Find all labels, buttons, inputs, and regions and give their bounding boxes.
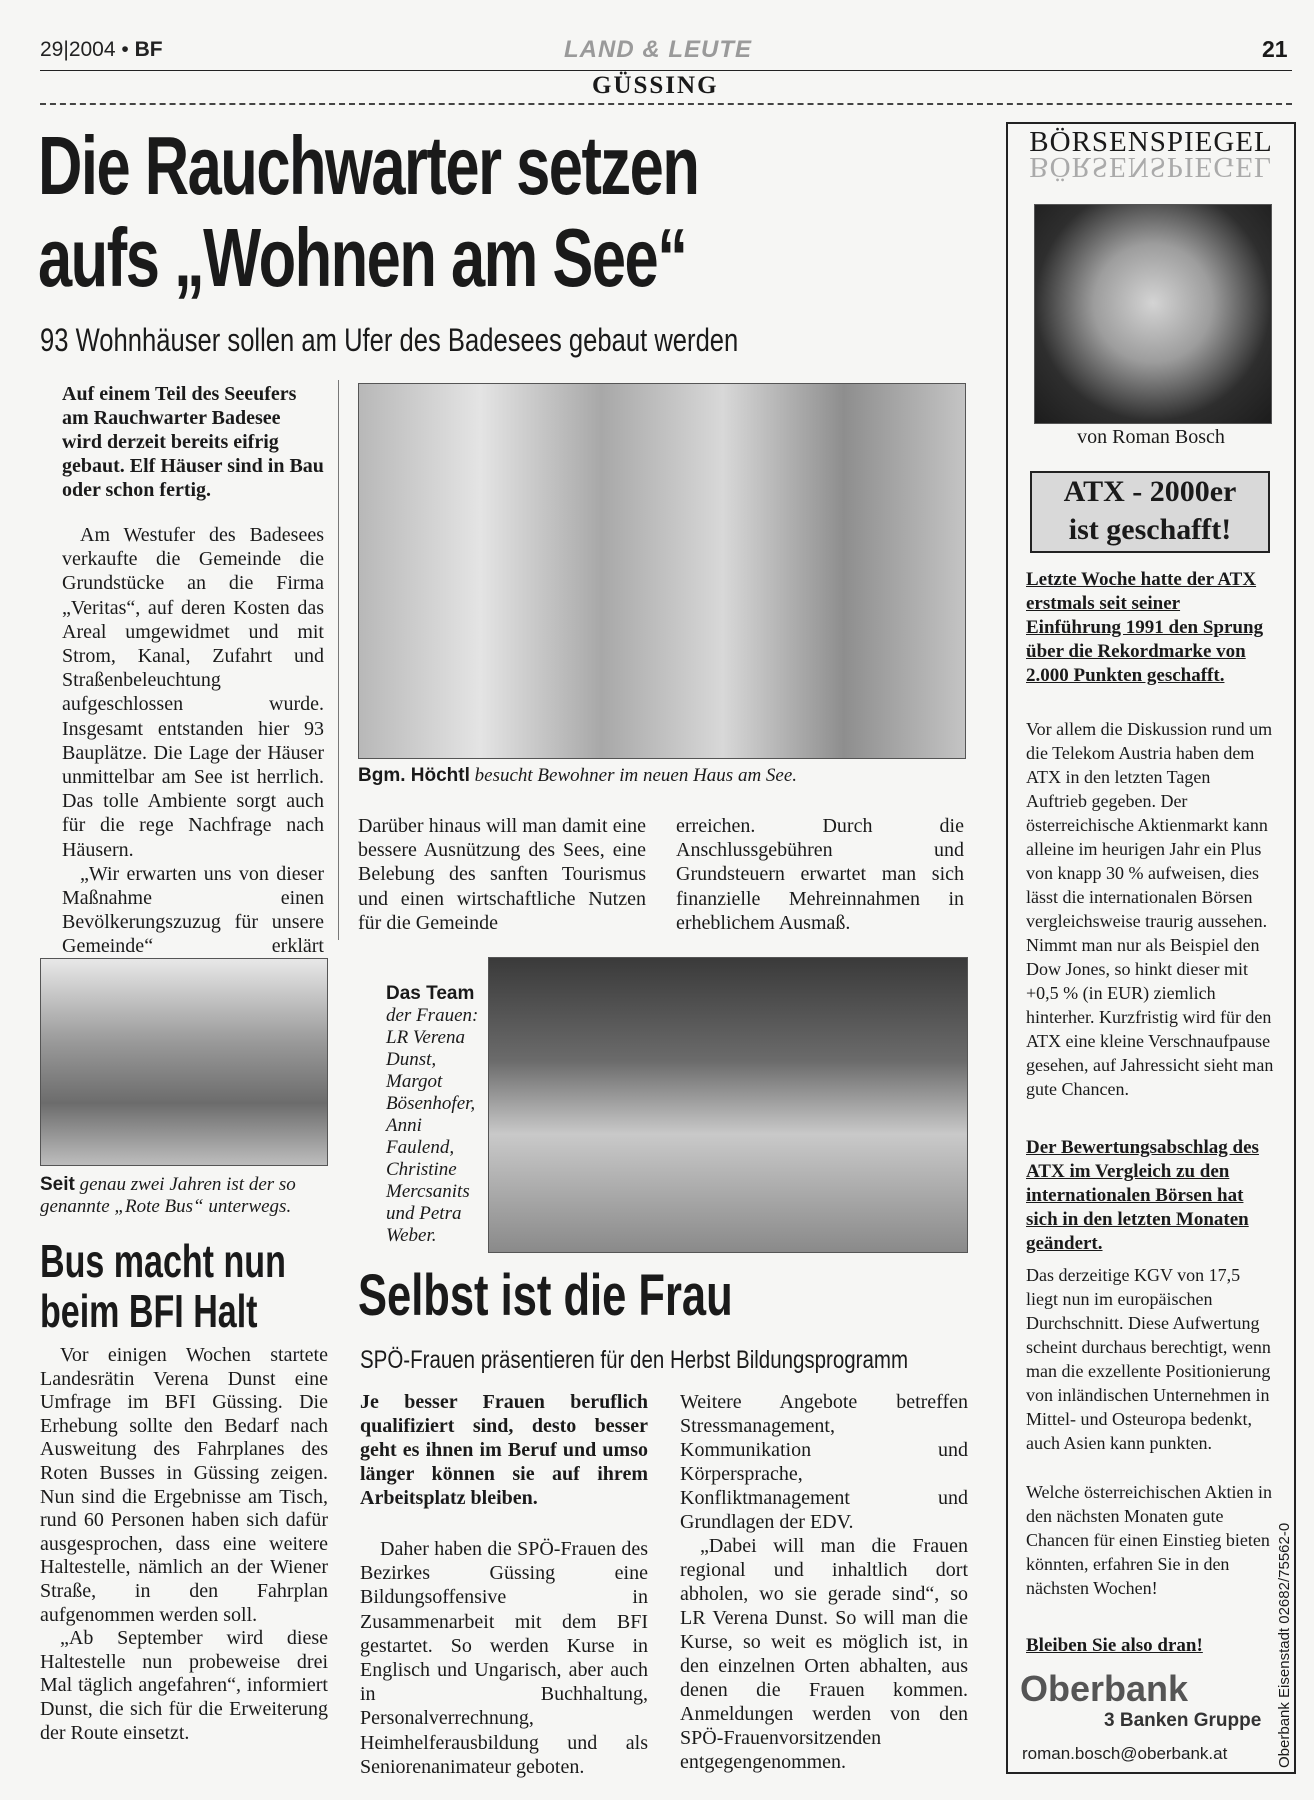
- house-photo: [358, 383, 966, 759]
- main-headline-line1: Die Rauchwarter setzen: [38, 119, 699, 212]
- sidebar-text3: Welche österreichischen Aktien in den nächsten Monaten gute Chancen für einen Einstieg bieten könnten, erfahren Sie in den nächsten Wochen!: [1026, 1482, 1272, 1598]
- women-body-col2-p1: Weitere Angebote betreffen Stressmanagement, Kommunikation und Körpersprache, Konfliktmanagement und Grundlagen der EDV.: [680, 1391, 968, 1533]
- main-body-col1-p1: Am Westufer des Badesees verkaufte die Gemeinde die Grundstücke an die Firma „Veritas“, auf deren Kosten das Areal umgewidmet und mit Strom, Kanal, Zufahrt und Straßenbeleuchtung aufgeschlossen wurde. Insgesamt entstanden hier 93 Bauplätze. Die Lage der Häuser unmittelbar am See ist herrlich. Das tolle Ambiente sorgt auch für die rege Nachfrage nach Häusern.: [62, 524, 324, 861]
- main-headline: [38, 120, 930, 304]
- issue-number: 29|2004 •: [40, 38, 129, 61]
- bus-body-p2: „Ab September wird diese Haltestelle nun probeweise drei Mal täglich angefahren“, informiert Dunst, die sich für die Erweiterung der Route einsetzt.: [40, 1627, 328, 1744]
- caption-bold: Bgm. Höchtl: [358, 765, 470, 786]
- bus-headline-line1: Bus macht nun: [40, 1235, 286, 1287]
- oberbank-logo: Oberbank: [1020, 1668, 1189, 1709]
- main-body-col1-p2: „Wir erwarten uns von dieser Maßnahme einen Bevölkerungszuzug für unsere Gemeinde“ erklärt: [62, 862, 324, 958]
- main-body-col1: [62, 523, 324, 983]
- issue-date: [40, 38, 163, 62]
- bus-body-p1: Vor einigen Wochen startete Landesrätin Verena Dunst eine Umfrage im BFI Güssing. Die Erhebung sollte den Bedarf nach Ausweitung des Fahrplanes des Roten Busses in Güssing zeigen. Nun sind die Ergebnisse am Tisch, rund 60 Personen haben sich dafür ausgesprochen, dass eine weitere Haltestelle, nämlich an der Wiener Straße, in den Fahrplan aufgenommen werden soll.: [40, 1344, 328, 1626]
- vertical-bank-text: Oberbank Eisenstadt 02682/75562-0: [1276, 1522, 1293, 1768]
- section-title: LAND & LEUTE: [564, 36, 752, 63]
- bank-group-label: 3 Banken Gruppe: [1104, 1710, 1262, 1731]
- main-body-col2: Darüber hinaus will man damit eine bessere Ausnützung des Sees, eine Belebung des sanften Tourismus und einen wirtschaftliche Nutzen für die Gemeinde: [358, 815, 646, 934]
- women-body-col1: Daher haben die SPÖ-Frauen des Bezirkes Güssing eine Bildungsoffensive in Zusammenarbeit mit dem BFI gestartet. So werden Kurse in Englisch und Ungarisch, aber auch in Buchhaltung, Personalverrechnung, Heimhelferausbildung und als Seniorenanimateur geboten.: [360, 1538, 648, 1778]
- bus-caption-italic: genau zwei Jahren ist der so genannte „Rote Bus“ unterwegs.: [40, 1174, 296, 1217]
- main-headline-line2: aufs „Wohnen am See“: [38, 211, 687, 304]
- sidebar-heading1: Letzte Woche hatte der ATX erstmals seit seiner Einführung 1991 den Sprung über die Rekordmarke von 2.000 Punkten geschafft.: [1026, 569, 1264, 686]
- author-byline: von Roman Bosch: [1077, 426, 1225, 448]
- caption-italic: besucht Bewohner im neuen Haus am See.: [474, 765, 798, 786]
- women-team-photo: [488, 957, 968, 1253]
- women-body-col2-p2: „Dabei will man die Frauen regional und inhaltlich dort abholen, wo sie gerade sind“, so LR Verena Dunst. So will man die Kurse, so weit es möglich ist, in den einzelnen Orten abhalten, aus denen die Frauen kommen. Anmeldungen werden von den SPÖ-Frauenvorsitzenden entgegengenommen.: [680, 1535, 968, 1773]
- main-lead: Auf einem Teil des Seeufers am Rauchwarter Badesee wird derzeit bereits eifrig gebaut. Elf Häuser sind in Bau oder schon fertig.: [62, 383, 324, 501]
- col-divider: [338, 380, 339, 940]
- atx-box-line2: ist geschafft!: [1068, 513, 1232, 546]
- sidebar-text2: Das derzeitige KGV von 17,5 liegt nun im europäischen Durchschnitt. Diese Aufwertung scheint durchaus berechtigt, wenn man die exzellente Positionierung von inländischen Unternehmen in Mittel- und Osteuropa bedenkt, auch Asien kann punkten.: [1026, 1265, 1271, 1453]
- atx-box: [1030, 471, 1270, 553]
- atx-box-line1: ATX - 2000er: [1063, 475, 1237, 508]
- page-number: 21: [1262, 36, 1288, 62]
- sidebar-closing: Bleiben Sie also dran!: [1026, 1635, 1203, 1656]
- women-caption-bold: Das Team: [386, 983, 475, 1004]
- women-subheadline: SPÖ-Frauen präsentieren für den Herbst Bildungsprogramm: [360, 1346, 909, 1374]
- house-photo-caption: [358, 765, 964, 787]
- women-photo-caption: [386, 983, 484, 1247]
- sidebar-text1: Vor allem die Diskussion rund um die Telekom Austria haben dem ATX in den letzten Tagen Auftrieb gegeben. Der österreichische Aktienmarkt kann alleine im heurigen Jahr ein Plus von knapp 30 % aufweisen, dies lässt die internationalen Börsen vergleichsweise traurig aussehen. Nimmt man nur als Beispiel den Dow Jones, so hinkt dieser mit +0,5 % (in EUR) ziemlich hinterher. Kurzfristig wird für den ATX eine kleine Verschnaufpause gesehen, auf Jahressicht sieht man gute Chancen.: [1026, 719, 1274, 1099]
- bus-headline: [40, 1236, 372, 1336]
- publication-name: BF: [134, 38, 163, 61]
- bus-photo-caption: [40, 1174, 326, 1218]
- main-body-col3: erreichen. Durch die Anschlussgebühren und Grundsteuern erwartet man sich finanzielle Mehreinnahmen in erheblichem Ausmaß.: [676, 815, 964, 934]
- bus-caption-bold: Seit: [40, 1174, 75, 1195]
- bus-headline-line2: beim BFI Halt: [40, 1285, 258, 1337]
- bus-photo: [40, 958, 328, 1166]
- bus-body: [40, 1344, 328, 1745]
- sidebar-title: BÖRSENSPIEGEL: [1029, 126, 1273, 158]
- header-rule: [40, 70, 1292, 71]
- author-portrait: [1034, 204, 1272, 424]
- women-headline: Selbst ist die Frau: [358, 1263, 733, 1328]
- women-body-col2: [680, 1390, 968, 1774]
- region-title: GÜSSING: [592, 72, 719, 99]
- sidebar-title-mirror: BÖRSENSPIEGEL: [1029, 151, 1273, 183]
- header-dashed-rule: [40, 103, 1292, 105]
- main-subheadline: 93 Wohnhäuser sollen am Ufer des Badesees gebaut werden: [40, 322, 739, 358]
- author-email: roman.bosch@oberbank.at: [1022, 1744, 1228, 1763]
- sidebar-heading2: Der Bewertungsabschlag des ATX im Vergleich zu den internationalen Börsen hat sich in den letzten Monaten geändert.: [1026, 1137, 1259, 1254]
- women-caption-italic: der Frauen: LR Verena Dunst, Margot Bösenhofer, Anni Faulend, Christine Mercsanits und Petra Weber.: [386, 1005, 479, 1246]
- women-lead: Je besser Frauen beruflich qualifiziert sind, desto besser geht es ihnen im Beruf und umso länger können sie auf ihrem Arbeitsplatz bleiben.: [360, 1391, 648, 1509]
